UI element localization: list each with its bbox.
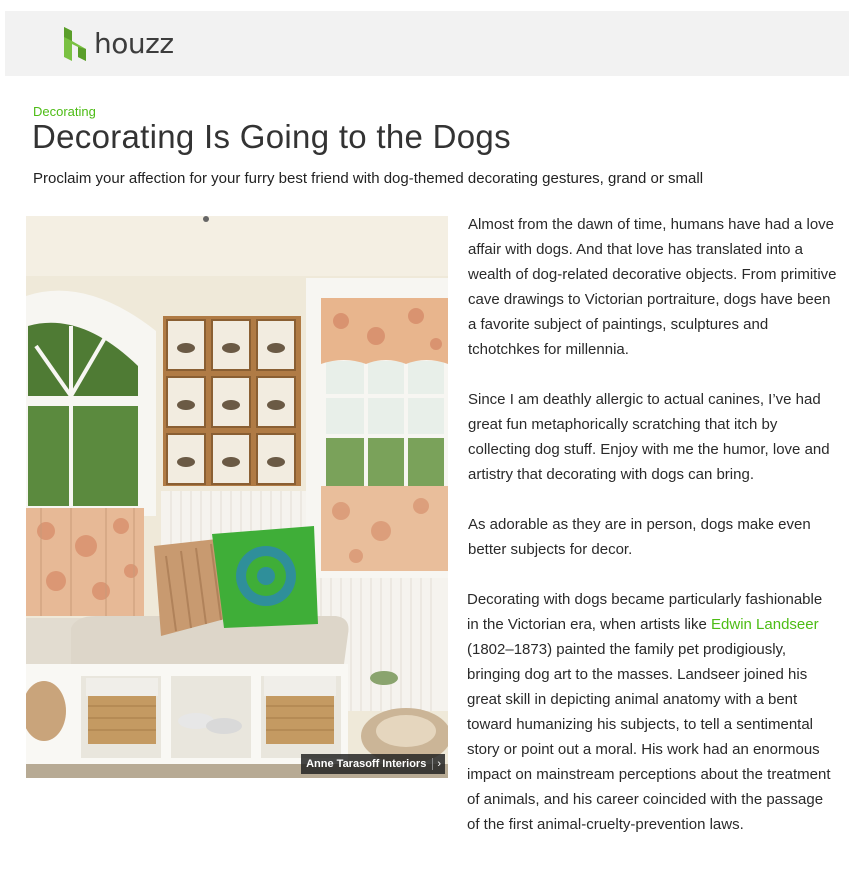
- houzz-logo-icon: [64, 27, 86, 61]
- article-subtitle: Proclaim your affection for your furry best friend with dog-themed decorating gestures, grand or small: [33, 170, 704, 187]
- photo-credit-text: Anne Tarasoff Interiors: [306, 758, 427, 770]
- logo-wordmark: houzz: [94, 27, 174, 60]
- edwin-landseer-link[interactable]: Edwin Landseer: [711, 616, 819, 633]
- chevron-right-icon: ›: [432, 758, 441, 770]
- photo-credit-link[interactable]: [301, 754, 445, 774]
- article-paragraph: As adorable as they are in person, dogs make even better subjects for decor.: [468, 516, 811, 558]
- category-link[interactable]: Decorating: [33, 104, 96, 119]
- houzz-logo[interactable]: [64, 26, 174, 62]
- paragraph-text: Decorating with dogs became particularly fashionable in the Victorian era, when artists like: [467, 591, 823, 633]
- article-body: [468, 212, 838, 862]
- site-header: [5, 11, 849, 76]
- sunroom-photo-illustration: [26, 216, 448, 778]
- page-title: Decorating Is Going to the Dogs: [32, 118, 511, 155]
- article-photo[interactable]: [26, 216, 448, 778]
- article-paragraph: Since I am deathly allergic to actual canines, I’ve had great fun metaphorically scratching that itch by collecting dog stuff. Enjoy with me the humor, love and artistry that decorating with dogs can bring.: [468, 391, 830, 483]
- article-paragraph: [467, 587, 838, 837]
- article-paragraph: Almost from the dawn of time, humans have had a love affair with dogs. And that love has translated into a wealth of dog-related decorative objects. From primitive cave drawings to Victorian portraiture, dogs have been a favorite subject of paintings, sculptures and tchotchkes for millennia.: [468, 216, 837, 358]
- paragraph-text: (1802–1873) painted the family pet prodigiously, bringing dog art to the masses. Landseer joined his great skill in depicting animal anatomy with a bent toward humanizing his subjects, to tell a sentimental story or point out a moral. His work had an enormous impact on mainstream perceptions about the treatment of animals, and his career coincided with the passage of the first animal-cruelty-prevention laws.: [467, 641, 831, 833]
